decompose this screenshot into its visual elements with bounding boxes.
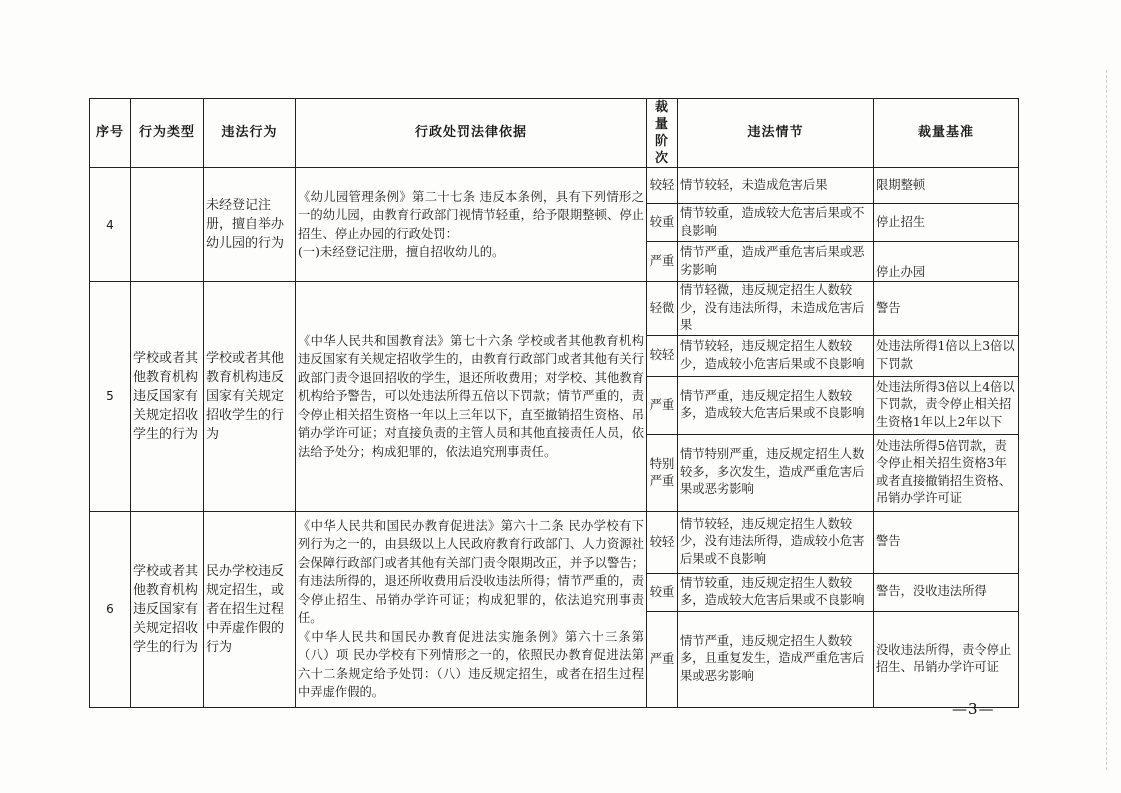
row-detail: 情节较轻，违反规定招生人数较少，没有违法所得，造成较小危害后果或不良影响 (678, 511, 874, 573)
page-number: —3— (952, 700, 995, 718)
header-detail: 违法情节 (678, 99, 874, 168)
row-standard: 处违法所得3倍以上4倍以下罚款，责令停止相关招生资格1年以上2年以下 (874, 376, 1019, 434)
table-row (90, 168, 1019, 204)
row-detail: 情节较重，违反规定招生人数较多，造成较大危害后果或不良影响 (678, 573, 874, 611)
header-standard: 裁量基准 (874, 99, 1019, 168)
row-type: 学校或者其他教育机构违反国家有关规定招收学生的行为 (131, 282, 204, 512)
row-level: 特别 严重 (647, 434, 678, 511)
row-detail: 情节严重，造成严重危害后果或恶劣影响 (678, 242, 874, 282)
page-edge-mark (1105, 70, 1107, 770)
row-detail: 情节较轻，未造成危害后果 (678, 168, 874, 204)
row-type: 学校或者其他教育机构违反国家有关规定招收学生的行为 (131, 511, 204, 707)
header-type: 行为类型 (131, 99, 204, 168)
header-level: 裁量 阶次 (647, 99, 678, 168)
row-level: 较重 (647, 573, 678, 611)
row-standard: 处违法所得5倍罚款，责令停止相关招生资格3年或者直接撤销招生资格、吊销办学许可证 (874, 434, 1019, 511)
row-law: 《中华人民共和国教育法》第七十六条 学校或者其他教育机构违反国家有关规定招收学生的，由教育行政部门或者其他有关行政部门责令退回招收的学生，退还所收费用；对学校、其他教育机构给予警告，可以处违法所得五倍以下罚款；情节严重的，责令停止相关招生资格一年以上三年以下，直至撤销招生资格、吊销办学许可证；对直接负责的主管人员和其他直接责任人员，依法给予处分；构成犯罪的，依法追究刑事责任。 (296, 282, 647, 512)
row-act: 未经登记注册，擅自举办幼儿园的行为 (204, 168, 296, 282)
row-seq: 4 (90, 168, 131, 282)
row-act: 学校或者其他教育机构违反国家有关规定招收学生的行为 (204, 282, 296, 512)
row-level: 严重 (647, 242, 678, 282)
row-standard: 警告 (874, 282, 1019, 336)
row-type (131, 168, 204, 282)
row-detail: 情节严重，违反规定招生人数较多，且重复发生，造成严重危害后果或恶劣影响 (678, 611, 874, 707)
row-detail: 情节严重，违反规定招生人数较多，造成较大危害后果或不良影响 (678, 376, 874, 434)
row-level: 严重 (647, 611, 678, 707)
row-standard: 处违法所得1倍以上3倍以下罚款 (874, 335, 1019, 376)
row-level: 较轻 (647, 511, 678, 573)
table-row (90, 511, 1019, 573)
row-law: 《中华人民共和国民办教育促进法》第六十二条 民办学校有下列行为之一的，由县级以上人民政府教育行政部门、人力资源社会保障行政部门或者其他有关部门责令限期改正，并予以警告；有违法所得的，退还所收费用后没收违法所得；情节严重的，责令停止招生、吊销办学许可证；构成犯罪的，依法追究刑事责任。 《中华人民共和国民办教育促进法实施条例》第六十三条第（八）项 民办学校有下列情形之一的，依照民办教育促进法第六十二条规定给予处罚：（八）违反规定招生，或者在招生过程中弄虚作假的。 (296, 511, 647, 707)
row-detail: 情节特别严重，违反规定招生人数较多，多次发生，造成严重危害后果或恶劣影响 (678, 434, 874, 511)
row-seq: 5 (90, 282, 131, 512)
row-standard: 限期整顿 (874, 168, 1019, 204)
row-level: 较轻 (647, 335, 678, 376)
row-seq: 6 (90, 511, 131, 707)
row-standard: 停止招生 (874, 204, 1019, 242)
header-law: 行政处罚法律依据 (296, 99, 647, 168)
row-detail: 情节轻微，违反规定招生人数较少，没有违法所得，未造成危害后果 (678, 282, 874, 336)
row-standard: 没收违法所得，责令停止招生、吊销办学许可证 (874, 611, 1019, 707)
row-law: 《幼儿园管理条例》第二十七条 违反本条例，具有下列情形之一的幼儿园，由教育行政部门视情节轻重，给予限期整顿、停止招生、停止办园的行政处罚： (一)未经登记注册，擅自招收幼儿的。 (296, 168, 647, 282)
row-level: 严重 (647, 376, 678, 434)
row-detail: 情节较轻，违反规定招生人数较少，造成较小危害后果或不良影响 (678, 335, 874, 376)
row-detail: 情节较重，造成较大危害后果或不良影响 (678, 204, 874, 242)
row-level: 轻微 (647, 282, 678, 336)
row-standard: 停止办园 (874, 242, 1019, 282)
table-row (90, 282, 1019, 336)
row-level: 较轻 (647, 168, 678, 204)
header-seq: 序号 (90, 99, 131, 168)
penalty-discretion-table (89, 98, 1019, 708)
header-act: 违法行为 (204, 99, 296, 168)
table-header-row (90, 99, 1019, 168)
row-standard: 警告，没收违法所得 (874, 573, 1019, 611)
row-standard: 警告 (874, 511, 1019, 573)
row-act: 民办学校违反规定招生，或者在招生过程中弄虚作假的行为 (204, 511, 296, 707)
row-level: 较重 (647, 204, 678, 242)
